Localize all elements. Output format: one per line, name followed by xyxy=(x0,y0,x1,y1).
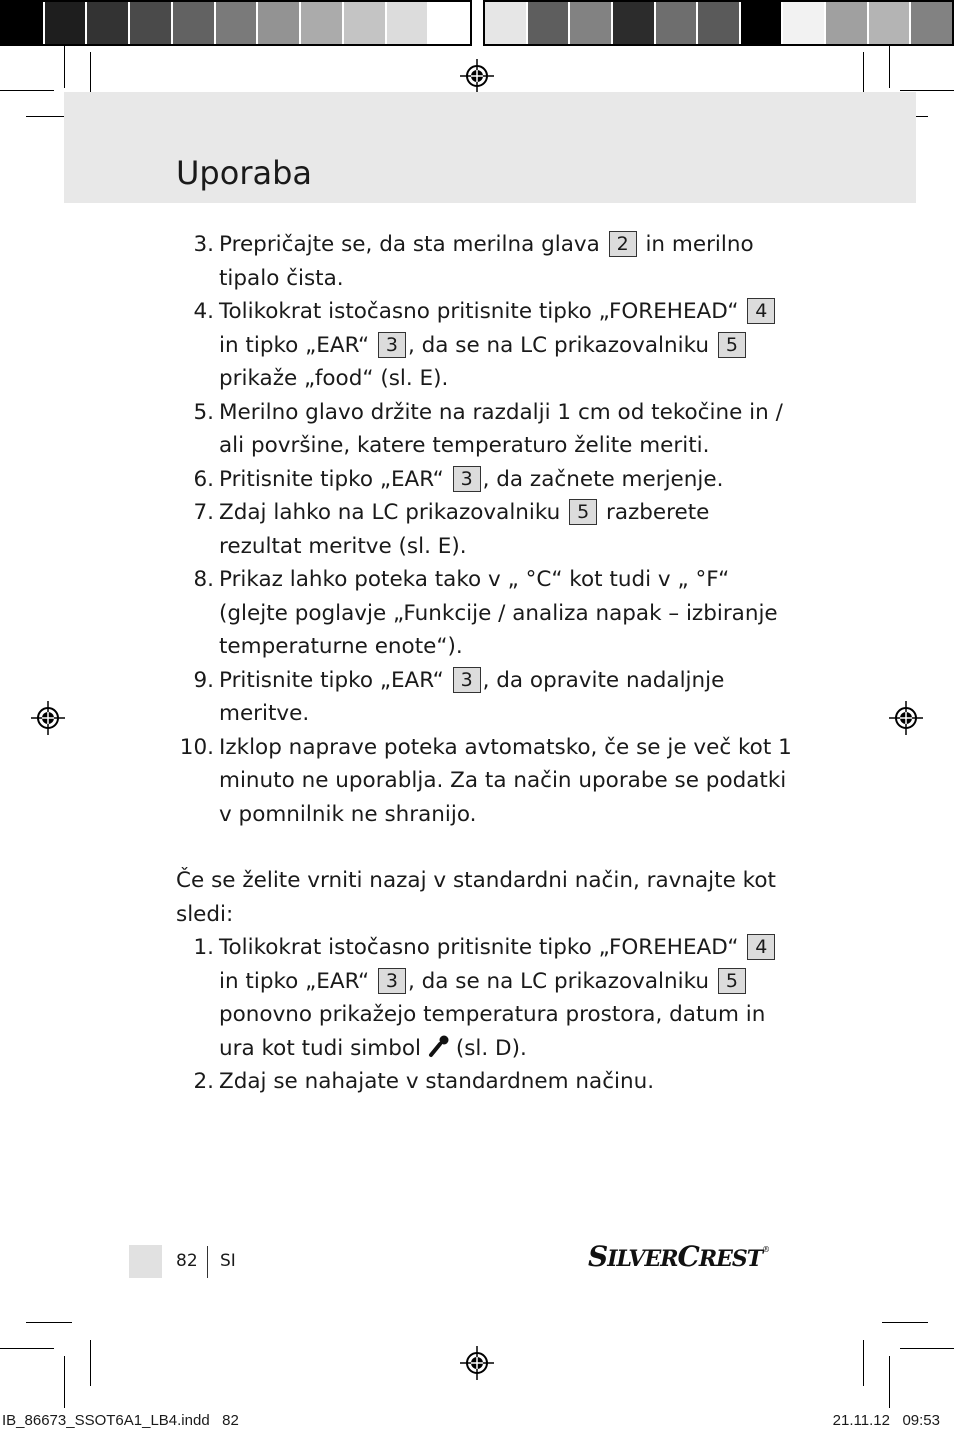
page-number: 82 xyxy=(176,1251,198,1271)
color-swatch xyxy=(698,2,741,44)
part-reference-box: 3 xyxy=(378,968,406,994)
crop-mark xyxy=(900,1348,954,1349)
color-swatch xyxy=(2,2,45,44)
list-item-text xyxy=(219,931,796,1065)
color-swatch xyxy=(570,2,613,44)
thermometer-probe-icon xyxy=(428,1036,456,1061)
slug-filename: IB_86673_SSOT6A1_LB4.indd 82 xyxy=(2,1412,239,1429)
list-item xyxy=(176,731,796,832)
color-swatch xyxy=(258,2,301,44)
footer-divider xyxy=(207,1246,208,1278)
color-swatch xyxy=(613,2,656,44)
list-item xyxy=(176,1065,796,1099)
text-run: , da se na LC prikazovalniku xyxy=(407,968,716,994)
return-intro: Če se želite vrniti nazaj v standardni način, ravnajte kot sledi: xyxy=(176,868,776,927)
color-swatch xyxy=(301,2,344,44)
part-reference-box: 5 xyxy=(718,968,746,994)
text-run: Zdaj lahko na LC prikazovalniku xyxy=(219,500,568,525)
list-item-number: 8. xyxy=(193,567,214,592)
page-tab xyxy=(129,1245,162,1278)
list-item-number: 6. xyxy=(193,466,214,492)
list-item xyxy=(176,396,796,463)
color-swatch xyxy=(429,2,470,44)
color-swatch xyxy=(87,2,130,44)
crop-mark xyxy=(0,1348,54,1349)
list-item-text xyxy=(219,563,796,664)
list-item xyxy=(176,563,796,664)
crop-mark xyxy=(889,46,890,88)
list-item-number: 1. xyxy=(193,935,214,960)
list-item-number: 4. xyxy=(193,299,214,324)
list-item-text xyxy=(219,228,796,295)
list-item-text xyxy=(219,664,796,731)
color-swatch xyxy=(783,2,826,44)
text-run: prikaže „food“ (sl. E). xyxy=(219,366,449,391)
color-swatch xyxy=(344,2,387,44)
list-item xyxy=(176,496,796,563)
text-run: Izklop naprave poteka avtomatsko, če se je več kot 1 minuto ne uporablja. Za ta način uporabe se podatki v pomnilnik ne shranijo. xyxy=(219,734,792,827)
crop-mark xyxy=(900,90,954,91)
list-item-number: 10. xyxy=(179,734,214,760)
crop-mark xyxy=(90,1340,91,1386)
list-item-text xyxy=(219,496,796,563)
text-run: Zdaj se nahajate v standardnem načinu. xyxy=(219,1069,655,1094)
list-item-number: 3. xyxy=(193,232,214,257)
part-reference-box: 4 xyxy=(747,934,775,960)
part-reference-box: 4 xyxy=(747,298,775,324)
text-run: razberete rezultat meritve (sl. E). xyxy=(219,500,710,559)
crop-mark xyxy=(882,1322,928,1323)
part-reference-box: 3 xyxy=(453,466,481,492)
list-item xyxy=(176,931,796,1065)
text-run: in merilno tipalo čista. xyxy=(219,232,754,291)
text-run: in tipko „EAR“ xyxy=(219,968,376,994)
color-swatch xyxy=(45,2,88,44)
return-steps-list xyxy=(176,931,796,1099)
list-item-number: 2. xyxy=(193,1069,214,1094)
list-item xyxy=(176,228,796,295)
color-swatch xyxy=(656,2,699,44)
list-item-text xyxy=(219,396,796,463)
list-item xyxy=(176,664,796,731)
crop-mark xyxy=(889,1356,890,1408)
text-run: Tolikokrat istočasno pritisnite tipko „FOREHEAD“ xyxy=(219,935,746,960)
list-item-text xyxy=(219,1065,796,1099)
list-item-number: 5. xyxy=(193,399,214,425)
color-swatch xyxy=(387,2,430,44)
text-run: ponovno prikažejo temperatura prostora, datum in ura kot tudi simbol xyxy=(219,1002,766,1061)
list-item-text xyxy=(219,731,796,832)
color-swatch xyxy=(528,2,571,44)
crop-mark xyxy=(64,46,65,88)
color-swatch xyxy=(741,2,784,44)
text-run: , da opravite nadaljnje meritve. xyxy=(219,667,725,726)
text-run: Pritisnite tipko „EAR“ xyxy=(219,466,451,492)
crop-mark xyxy=(64,1356,65,1408)
crop-mark xyxy=(0,90,54,91)
registration-mark-icon xyxy=(31,701,65,735)
color-swatch xyxy=(826,2,869,44)
language-code: SI xyxy=(220,1251,236,1271)
list-item xyxy=(176,463,796,497)
text-run: Prepričajte se, da sta merilna glava xyxy=(219,232,607,257)
slug-datetime: 21.11.12 09:53 xyxy=(832,1412,940,1429)
section-title: Uporaba xyxy=(176,154,312,192)
color-swatch xyxy=(173,2,216,44)
brand-logo: SILVERCREST® xyxy=(588,1240,770,1273)
part-reference-box: 5 xyxy=(718,332,746,358)
color-swatch xyxy=(911,2,952,44)
list-item-number: 7. xyxy=(193,500,214,525)
crop-mark xyxy=(26,1322,72,1323)
instructions xyxy=(176,228,796,1099)
text-run: Pritisnite tipko „EAR“ xyxy=(219,667,451,693)
color-swatch xyxy=(130,2,173,44)
part-reference-box: 3 xyxy=(378,332,406,358)
list-item-text xyxy=(219,463,796,497)
text-run: , da začnete merjenje. xyxy=(482,466,724,492)
figure-reference: (sl. D). xyxy=(455,1035,527,1061)
registration-mark-icon xyxy=(889,701,923,735)
registration-mark-icon xyxy=(460,59,494,93)
part-reference-box: 5 xyxy=(569,499,597,525)
color-swatch xyxy=(485,2,528,44)
text-run: , da se na LC prikazovalniku xyxy=(407,332,716,358)
list-item-text xyxy=(219,295,796,396)
text-run: Merilno glavo držite na razdalji 1 cm od tekočine in / ali površine, katere temperaturo želite meriti. xyxy=(219,399,783,458)
part-reference-box: 2 xyxy=(609,231,637,257)
crop-mark xyxy=(863,1340,864,1386)
color-swatch xyxy=(869,2,912,44)
color-bar-left xyxy=(0,0,472,46)
part-reference-box: 3 xyxy=(453,667,481,693)
text-run: Prikaz lahko poteka tako v „ °C“ kot tudi v „ °F“ (glejte poglavje „Funkcije / analiza napak – izbiranje temperaturne enote“). xyxy=(219,567,778,659)
text-run: in tipko „EAR“ xyxy=(219,332,376,358)
list-item-number: 9. xyxy=(193,667,214,693)
color-bar-right xyxy=(483,0,954,46)
list-item xyxy=(176,295,796,396)
text-run: Tolikokrat istočasno pritisnite tipko „FOREHEAD“ xyxy=(219,299,746,324)
color-swatch xyxy=(216,2,259,44)
steps-list xyxy=(176,228,796,831)
registration-mark-icon xyxy=(460,1346,494,1380)
